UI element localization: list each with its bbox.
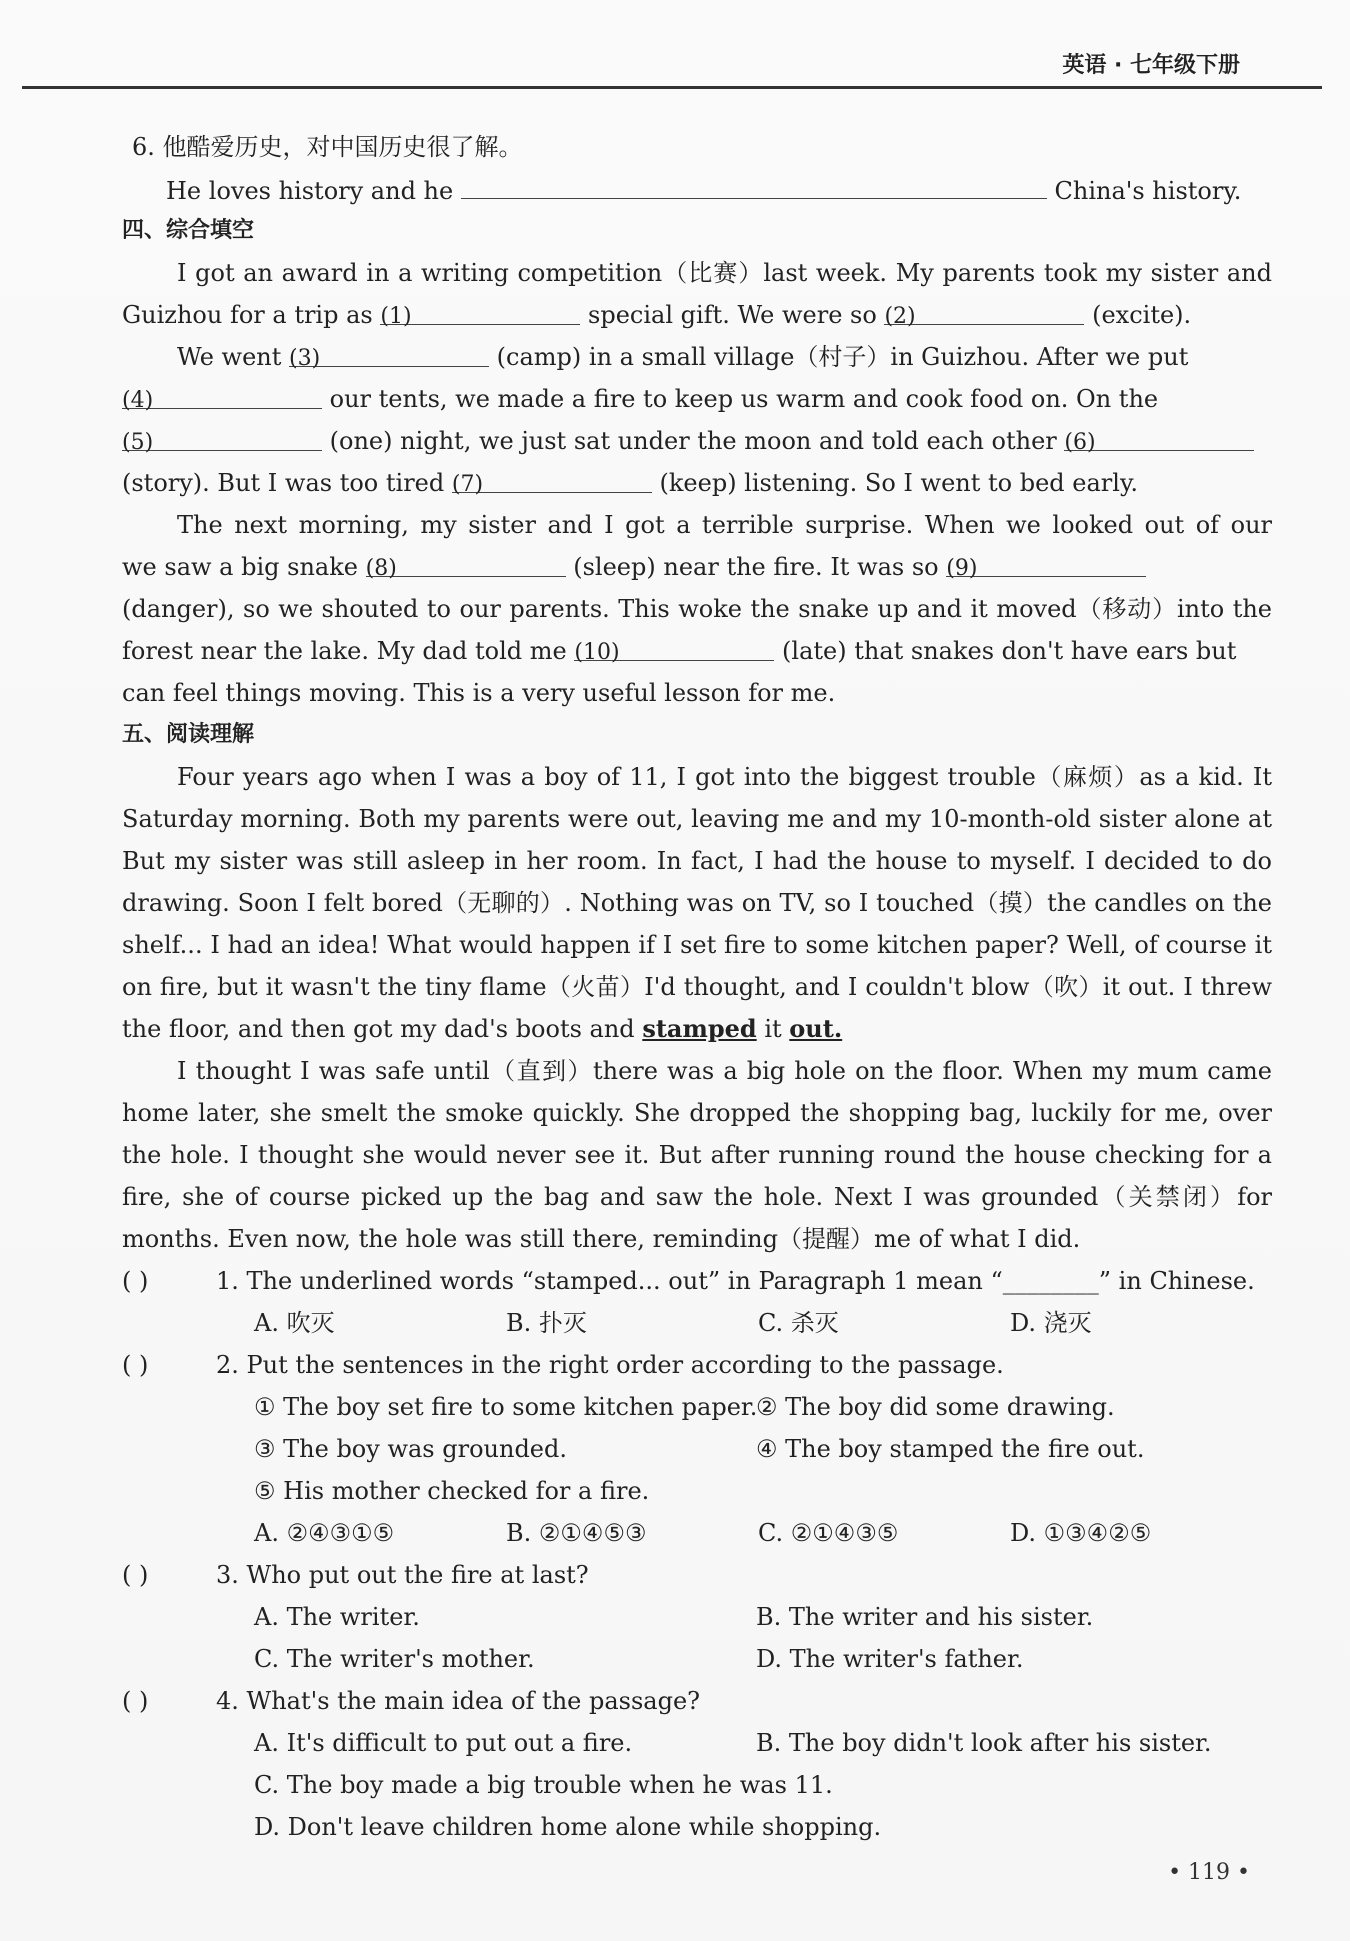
q2-option-b[interactable]: B. ②①④⑤③ xyxy=(506,1519,647,1547)
underlined-word-out: out. xyxy=(789,1014,843,1043)
answer-paren-1[interactable]: ( ) xyxy=(122,1267,149,1295)
question-text: 3. Who put out the fire at last? xyxy=(216,1561,589,1589)
question-text: 1. The underlined words “stamped... out” in Paragraph 1 mean “________” in Chinese. xyxy=(216,1267,1255,1295)
question-3 xyxy=(122,1554,1272,1596)
question-text: 2. Put the sentences in the right order according to the passage. xyxy=(216,1351,1004,1379)
q1-option-c[interactable]: C. 杀灭 xyxy=(758,1309,839,1337)
q3-option-d[interactable]: D. The writer's father. xyxy=(756,1645,1024,1673)
s4-text: (excite). xyxy=(1092,301,1192,329)
page-content xyxy=(122,126,1272,1848)
q4-option-c[interactable]: C. The boy made a big trouble when he was 11. xyxy=(254,1771,833,1799)
s4-text: (story). But I was too tired xyxy=(122,469,445,497)
page-number: • 119 • xyxy=(1168,1860,1250,1885)
book-title: 英语 · 七年级下册 xyxy=(1062,53,1240,78)
s5-text: it xyxy=(764,1015,782,1043)
s4-text: We went xyxy=(177,343,282,371)
blank-number: (8) xyxy=(365,556,397,581)
blank-9[interactable] xyxy=(946,546,1146,581)
q4-option-b[interactable]: B. The boy didn't look after his sister. xyxy=(756,1729,1212,1757)
q4-option-a[interactable]: A. It's difficult to put out a fire. xyxy=(254,1729,633,1757)
blank-number: (5) xyxy=(122,430,154,455)
blank-10[interactable] xyxy=(574,630,774,665)
q3-options-row1 xyxy=(122,1596,1272,1638)
s5-p2-line: fire, she of course picked up the bag and saw the hole. Next I was grounded（关禁闭）for xyxy=(122,1183,1272,1211)
q2-sentence-1: ① The boy set fire to some kitchen paper. xyxy=(254,1393,758,1421)
blank-number: (7) xyxy=(451,472,484,497)
q3-option-a[interactable]: A. The writer. xyxy=(254,1603,420,1631)
q3-option-b[interactable]: B. The writer and his sister. xyxy=(756,1603,1094,1631)
header-rule xyxy=(22,86,1322,89)
q2-option-d[interactable]: D. ①③④②⑤ xyxy=(1010,1519,1152,1547)
s4-text: our tents, we made a fire to keep us warm and cook food on. On the xyxy=(329,385,1159,413)
blank-4[interactable] xyxy=(122,378,322,413)
question-4 xyxy=(122,1680,1272,1722)
answer-paren-4[interactable]: ( ) xyxy=(122,1687,149,1715)
s4-p3-line5: can feel things moving. This is a very useful lesson for me. xyxy=(122,679,836,707)
s5-p1-line: drawing. Soon I felt bored（无聊的）. Nothing was on TV, so I touched（摸）the candles on the xyxy=(122,889,1272,917)
s5-p1-line: Saturday morning. Both my parents were out, leaving me and my 10-month-old sister alone at xyxy=(122,805,1272,833)
q2-option-a[interactable]: A. ②④③①⑤ xyxy=(254,1519,395,1547)
s4-text: (keep) listening. So I went to bed early. xyxy=(659,469,1138,497)
q2-sentence-4: ④ The boy stamped the fire out. xyxy=(756,1435,1145,1463)
blank-number: (9) xyxy=(946,556,978,581)
q6-en-start: He loves history and he xyxy=(166,177,454,205)
question-text: 4. What's the main idea of the passage? xyxy=(216,1687,701,1715)
s4-text: (sleep) near the fire. It was so xyxy=(573,553,939,581)
s4-p2-line4 xyxy=(122,462,1272,504)
s5-text: the floor, and then got my dad's boots and xyxy=(122,1015,635,1043)
q1-options xyxy=(122,1302,1272,1344)
s4-p3-line1: The next morning, my sister and I got a terrible surprise. When we looked out of our xyxy=(177,511,1272,539)
blank-number: (6) xyxy=(1064,430,1096,455)
s4-p3-line2 xyxy=(122,546,1272,588)
q3-option-c[interactable]: C. The writer's mother. xyxy=(254,1645,535,1673)
s4-text: we saw a big snake xyxy=(122,553,358,581)
answer-paren-3[interactable]: ( ) xyxy=(122,1561,149,1589)
q2-options xyxy=(122,1512,1272,1554)
q2-sentence-2: ② The boy did some drawing. xyxy=(756,1393,1115,1421)
s4-text: (late) that snakes don't have ears but xyxy=(782,637,1237,665)
s4-text: (camp) in a small village（村子）in Guizhou. After we put xyxy=(496,343,1189,371)
q6-en-end: China's history. xyxy=(1054,177,1242,205)
q2-sentences-row1 xyxy=(122,1386,1272,1428)
s4-text: Guizhou for a trip as xyxy=(122,301,373,329)
s4-p2-line1 xyxy=(122,336,1272,378)
blank-2[interactable] xyxy=(884,294,1084,329)
s4-text: special gift. We were so xyxy=(588,301,877,329)
s5-p2-last: months. Even now, the hole was still there, reminding（提醒）me of what I did. xyxy=(122,1225,1081,1253)
question-1 xyxy=(122,1260,1272,1302)
s4-p3-line3: (danger), so we shouted to our parents. This woke the snake up and it moved（移动）into the xyxy=(122,595,1272,623)
q6-chinese: 6. 他酷爱历史，对中国历史很了解。 xyxy=(132,133,523,161)
question-2 xyxy=(122,1344,1272,1386)
s4-p1-line2 xyxy=(122,294,1272,336)
q2-sentence-5: ⑤ His mother checked for a fire. xyxy=(254,1477,650,1505)
q4-option-c-row xyxy=(122,1764,1272,1806)
answer-paren-2[interactable]: ( ) xyxy=(122,1351,149,1379)
s5-p2-line: home later, she smelt the smoke quickly. She dropped the shopping bag, luckily for me, over xyxy=(122,1099,1272,1127)
blank-1[interactable] xyxy=(380,294,580,329)
q2-sentences-row3 xyxy=(122,1470,1272,1512)
q4-option-d[interactable]: D. Don't leave children home alone while shopping. xyxy=(254,1813,882,1841)
blank-5[interactable] xyxy=(122,420,322,455)
blank-7[interactable] xyxy=(451,462,652,497)
s4-p1-line1: I got an award in a writing competition（比赛）last week. My parents took my sister and xyxy=(177,259,1272,287)
s4-p2-line2 xyxy=(122,378,1272,420)
q4-options-row1 xyxy=(122,1722,1272,1764)
s4-p3-line4 xyxy=(122,630,1272,672)
blank-8[interactable] xyxy=(365,546,566,581)
q4-option-d-row xyxy=(122,1806,1272,1848)
section4-heading: 四、综合填空 xyxy=(122,218,255,243)
q6-answer-blank[interactable] xyxy=(461,168,1047,199)
q6-english xyxy=(122,168,1272,210)
s5-p1-line: on fire, but it wasn't the tiny flame（火苗）I'd thought, and I couldn't blow（吹）it out. I threw xyxy=(122,973,1272,1001)
s5-p1-last xyxy=(122,1008,1272,1050)
q3-options-row2 xyxy=(122,1638,1272,1680)
q2-sentences-row2 xyxy=(122,1428,1272,1470)
s5-p1-line: Four years ago when I was a boy of 11, I got into the biggest trouble（麻烦）as a kid. It xyxy=(177,763,1272,791)
q1-option-d[interactable]: D. 浇灭 xyxy=(1010,1309,1092,1337)
underlined-word-stamped: stamped xyxy=(642,1014,757,1043)
blank-number: (10) xyxy=(574,640,620,665)
s4-text: forest near the lake. My dad told me xyxy=(122,637,567,665)
s5-p1-line: shelf... I had an idea! What would happen if I set fire to some kitchen paper? Well, of course it xyxy=(122,931,1272,959)
blank-6[interactable] xyxy=(1064,420,1254,455)
s4-p2-line3 xyxy=(122,420,1272,462)
s5-p2-line: I thought I was safe until（直到）there was a big hole on the floor. When my mum came xyxy=(177,1057,1272,1085)
blank-number: (1) xyxy=(380,304,412,329)
q1-option-a[interactable]: A. 吹灭 xyxy=(254,1309,335,1337)
s5-p1-line: But my sister was still asleep in her room. In fact, I had the house to myself. I decided to do xyxy=(122,847,1272,875)
q2-option-c[interactable]: C. ②①④③⑤ xyxy=(758,1519,899,1547)
blank-number: (3) xyxy=(289,346,321,371)
section5-heading: 五、阅读理解 xyxy=(122,722,255,747)
q1-option-b[interactable]: B. 扑灭 xyxy=(506,1309,587,1337)
q2-sentence-3: ③ The boy was grounded. xyxy=(254,1435,567,1463)
s4-text: (one) night, we just sat under the moon and told each other xyxy=(329,427,1057,455)
blank-3[interactable] xyxy=(289,336,489,371)
s5-p2-line: the hole. I thought she would never see it. But after running round the house checking for a xyxy=(122,1141,1272,1169)
page-header xyxy=(0,0,1350,92)
blank-number: (2) xyxy=(884,304,916,329)
blank-number: (4) xyxy=(122,388,154,413)
